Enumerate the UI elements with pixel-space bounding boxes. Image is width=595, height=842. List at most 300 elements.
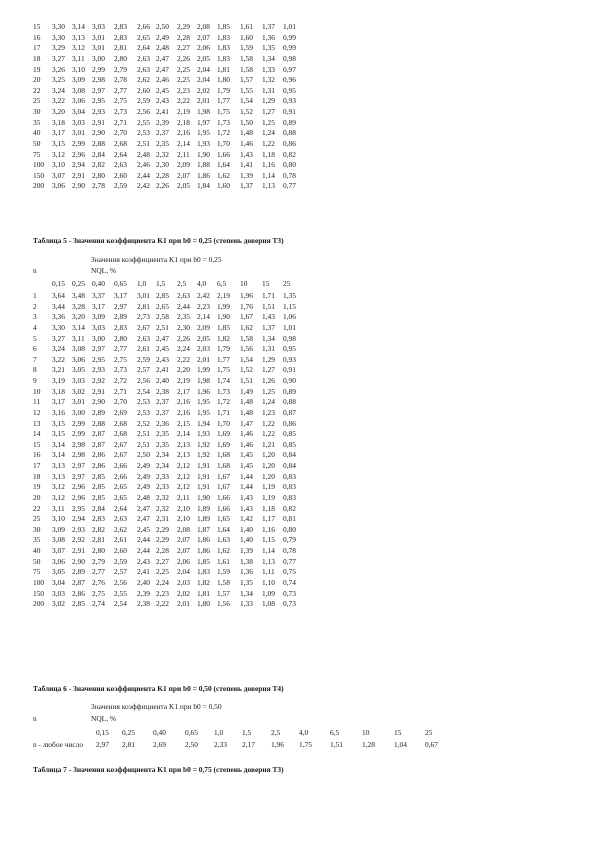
k1-value-cell: 2,04 xyxy=(197,75,210,85)
k1-value-cell: 3,11 xyxy=(52,503,65,513)
k1-value-cell: 2,14 xyxy=(177,138,190,148)
row-n-cell: 50 xyxy=(33,138,41,148)
k1-value-cell: 3,07 xyxy=(52,170,65,180)
k1-value-cell: 1,99 xyxy=(217,301,230,311)
nql-level-header: 6,5 xyxy=(330,728,340,737)
k1-value-cell: 1,89 xyxy=(197,514,210,524)
k1-value-cell: 1,75 xyxy=(217,107,230,117)
k1-value-cell: 1,86 xyxy=(197,170,210,180)
k1-value-cell: 1,82 xyxy=(197,578,210,587)
k1-value-cell: 2,49 xyxy=(137,482,150,492)
k1-value-cell: 1,28 xyxy=(362,740,375,749)
k1-value-cell: 2,60 xyxy=(114,546,127,556)
k1-value-cell: 0,88 xyxy=(283,397,296,407)
k1-value-cell: 1,37 xyxy=(262,22,275,31)
k1-value-cell: 1,44 xyxy=(240,482,253,492)
k1-value-cell: 3,09 xyxy=(92,312,105,322)
k1-value-cell: 2,65 xyxy=(156,301,169,311)
k1-value-cell: 2,65 xyxy=(114,482,127,492)
k1-value-cell: 2,61 xyxy=(114,535,127,545)
row-n-cell: 12 xyxy=(33,407,41,417)
k1-value-cell: 2,97 xyxy=(92,344,105,354)
k1-value-cell: 1,90 xyxy=(217,312,230,322)
k1-value-cell: 2,86 xyxy=(92,461,105,471)
k1-value-cell: 1,20 xyxy=(262,450,275,460)
table-caption: Таблица 6 - Значения коэффициента K1 при b0 = 0,50 (степень доверия Т4) xyxy=(33,684,284,693)
k1-value-cell: 2,08 xyxy=(177,524,190,534)
k1-value-cell: 2,12 xyxy=(177,461,190,471)
k1-value-cell: 2,59 xyxy=(137,96,150,106)
k1-value-cell: 2,85 xyxy=(92,482,105,492)
k1-value-cell: 1,68 xyxy=(217,450,230,460)
k1-value-cell: 2,98 xyxy=(72,450,85,460)
k1-value-cell: 1,46 xyxy=(240,429,253,439)
k1-value-cell: 2,50 xyxy=(185,740,198,749)
k1-value-cell: 0,83 xyxy=(283,492,296,502)
k1-value-cell: 1,86 xyxy=(197,535,210,545)
k1-value-cell: 1,01 xyxy=(283,22,296,31)
k1-value-cell: 2,43 xyxy=(156,96,169,106)
k1-value-cell: 1,77 xyxy=(217,96,230,106)
row-n-cell: 17 xyxy=(33,461,41,471)
k1-value-cell: 1,52 xyxy=(240,365,253,375)
k1-value-cell: 1,90 xyxy=(197,492,210,502)
k1-value-cell: 1,13 xyxy=(262,181,275,191)
k1-value-cell: 2,56 xyxy=(114,578,127,587)
k1-value-cell: 2,82 xyxy=(92,524,105,534)
k1-value-cell: 2,86 xyxy=(92,450,105,460)
k1-value-cell: 1,08 xyxy=(262,599,275,609)
k1-value-cell: 2,80 xyxy=(114,53,127,63)
nql-level-header: 2,5 xyxy=(177,279,187,288)
row-n-cell: 30 xyxy=(33,524,41,534)
k1-value-cell: 2,83 xyxy=(114,22,127,31)
k1-value-cell: 1,70 xyxy=(217,138,230,148)
nql-level-header: 0,65 xyxy=(185,728,198,737)
k1-value-cell: 0,78 xyxy=(283,170,296,180)
k1-value-cell: 1,33 xyxy=(240,599,253,609)
k1-value-cell: 1,31 xyxy=(262,344,275,354)
k1-value-cell: 1,77 xyxy=(217,354,230,364)
k1-value-cell: 3,09 xyxy=(52,524,65,534)
k1-value-cell: 2,73 xyxy=(137,312,150,322)
k1-value-cell: 0,86 xyxy=(283,138,296,148)
k1-value-cell: 3,01 xyxy=(137,291,150,300)
k1-value-cell: 2,47 xyxy=(156,333,169,343)
k1-value-cell: 0,82 xyxy=(283,503,296,513)
k1-value-cell: 2,78 xyxy=(92,181,105,191)
k1-value-cell: 2,70 xyxy=(114,128,127,138)
k1-value-cell: 1,01 xyxy=(283,322,296,332)
k1-value-cell: 3,06 xyxy=(72,354,85,364)
k1-value-cell: 2,91 xyxy=(72,546,85,556)
k1-value-cell: 2,37 xyxy=(156,407,169,417)
k1-value-cell: 2,90 xyxy=(92,128,105,138)
k1-value-cell: 2,66 xyxy=(114,471,127,481)
k1-value-cell: 2,49 xyxy=(156,32,169,42)
nql-level-header: 4,0 xyxy=(299,728,309,737)
k1-value-cell: 1,39 xyxy=(240,170,253,180)
k1-value-cell: 2,53 xyxy=(137,128,150,138)
k1-value-cell: 2,96 xyxy=(72,492,85,502)
k1-value-cell: 2,54 xyxy=(114,599,127,609)
row-n-cell: 25 xyxy=(33,514,41,524)
row-n-cell: 9 xyxy=(33,376,37,386)
k1-value-cell: 1,99 xyxy=(197,365,210,375)
k1-value-cell: 2,05 xyxy=(177,181,190,191)
k1-value-cell: 0,95 xyxy=(283,344,296,354)
k1-value-cell: 3,28 xyxy=(72,301,85,311)
k1-value-cell: 1,43 xyxy=(240,503,253,513)
k1-value-cell: 3,24 xyxy=(52,85,65,95)
k1-value-cell: 3,12 xyxy=(52,149,65,159)
k1-value-cell: 1,58 xyxy=(217,578,230,587)
k1-value-cell: 2,47 xyxy=(137,503,150,513)
k1-value-cell: 3,48 xyxy=(72,291,85,300)
k1-value-cell: 1,75 xyxy=(217,365,230,375)
k1-value-cell: 0,85 xyxy=(283,439,296,449)
k1-value-cell: 1,57 xyxy=(240,75,253,85)
k1-value-cell: 2,65 xyxy=(114,492,127,502)
k1-value-cell: 1,06 xyxy=(283,312,296,322)
k1-value-cell: 3,15 xyxy=(52,138,65,148)
k1-value-cell: 1,18 xyxy=(262,503,275,513)
k1-value-cell: 2,44 xyxy=(177,301,190,311)
row-n-cell: 40 xyxy=(33,546,41,556)
row-n-cell: 100 xyxy=(33,578,45,587)
k1-value-cell: 2,80 xyxy=(92,170,105,180)
k1-value-cell: 1,41 xyxy=(240,160,253,170)
k1-value-cell: 1,59 xyxy=(217,567,230,577)
k1-value-cell: 2,29 xyxy=(156,535,169,545)
k1-value-cell: 2,38 xyxy=(137,599,150,609)
k1-value-cell: 2,19 xyxy=(177,107,190,117)
k1-value-cell: 0,99 xyxy=(283,32,296,42)
k1-value-cell: 1,35 xyxy=(262,43,275,53)
k1-value-cell: 1,16 xyxy=(262,160,275,170)
k1-value-cell: 2,11 xyxy=(177,149,190,159)
k1-value-cell: 2,39 xyxy=(137,588,150,598)
k1-value-cell: 2,57 xyxy=(114,567,127,577)
k1-value-cell: 3,30 xyxy=(52,22,65,31)
row-n-cell: 20 xyxy=(33,492,41,502)
table-subtitle: Значения коэффициента K1 при b0 = 0,50 xyxy=(91,702,222,711)
k1-value-cell: 1,43 xyxy=(262,312,275,322)
nql-level-header: 6,5 xyxy=(217,279,227,288)
k1-value-cell: 1,61 xyxy=(217,556,230,566)
k1-value-cell: 2,06 xyxy=(177,556,190,566)
k1-value-cell: 1,71 xyxy=(262,291,275,300)
k1-value-cell: 2,50 xyxy=(137,450,150,460)
k1-value-cell: 2,87 xyxy=(92,429,105,439)
k1-value-cell: 2,93 xyxy=(92,107,105,117)
k1-value-cell: 1,14 xyxy=(262,170,275,180)
k1-value-cell: 3,10 xyxy=(52,160,65,170)
k1-value-cell: 1,95 xyxy=(197,397,210,407)
k1-value-cell: 2,66 xyxy=(114,461,127,471)
nql-level-header: 15 xyxy=(394,728,402,737)
k1-value-cell: 1,87 xyxy=(197,524,210,534)
k1-value-cell: 1,83 xyxy=(217,43,230,53)
k1-value-cell: 2,50 xyxy=(156,22,169,31)
k1-value-cell: 0,89 xyxy=(283,386,296,396)
k1-value-cell: 3,13 xyxy=(72,32,85,42)
k1-value-cell: 3,03 xyxy=(92,322,105,332)
k1-value-cell: 3,26 xyxy=(52,64,65,74)
k1-value-cell: 2,63 xyxy=(137,53,150,63)
k1-value-cell: 2,28 xyxy=(156,546,169,556)
k1-value-cell: 2,66 xyxy=(137,22,150,31)
k1-value-cell: 2,29 xyxy=(156,524,169,534)
k1-value-cell: 2,26 xyxy=(156,181,169,191)
k1-value-cell: 1,15 xyxy=(283,301,296,311)
k1-value-cell: 1,67 xyxy=(217,482,230,492)
table-caption: Таблица 5 - Значения коэффициента K1 при b0 = 0,25 (степень доверия Т3) xyxy=(33,236,284,245)
k1-value-cell: 2,41 xyxy=(156,365,169,375)
k1-value-cell: 2,27 xyxy=(177,43,190,53)
k1-value-cell: 3,00 xyxy=(72,407,85,417)
k1-value-cell: 1,96 xyxy=(240,291,253,300)
k1-value-cell: 3,01 xyxy=(72,128,85,138)
k1-value-cell: 3,14 xyxy=(52,439,65,449)
k1-value-cell: 1,48 xyxy=(240,397,253,407)
k1-value-cell: 1,82 xyxy=(217,333,230,343)
k1-value-cell: 3,30 xyxy=(52,32,65,42)
row-n-cell: 14 xyxy=(33,429,41,439)
k1-value-cell: 2,37 xyxy=(156,397,169,407)
k1-value-cell: 0,77 xyxy=(283,181,296,191)
k1-value-cell: 2,81 xyxy=(114,43,127,53)
k1-value-cell: 2,97 xyxy=(96,740,109,749)
k1-value-cell: 1,09 xyxy=(262,588,275,598)
k1-value-cell: 2,62 xyxy=(114,524,127,534)
k1-value-cell: 2,20 xyxy=(177,365,190,375)
k1-value-cell: 2,72 xyxy=(114,376,127,386)
k1-value-cell: 2,14 xyxy=(177,429,190,439)
k1-value-cell: 2,19 xyxy=(177,376,190,386)
k1-value-cell: 2,99 xyxy=(72,418,85,428)
row-n-cell: 25 xyxy=(33,96,41,106)
k1-value-cell: 2,67 xyxy=(137,322,150,332)
k1-value-cell: 2,46 xyxy=(156,75,169,85)
k1-value-cell: 2,35 xyxy=(156,429,169,439)
k1-value-cell: 2,59 xyxy=(137,354,150,364)
row-n-cell: 3 xyxy=(33,312,37,322)
k1-value-cell: 1,90 xyxy=(197,149,210,159)
k1-value-cell: 2,63 xyxy=(137,333,150,343)
k1-value-cell: 2,02 xyxy=(197,85,210,95)
k1-value-cell: 2,92 xyxy=(92,376,105,386)
k1-value-cell: 2,60 xyxy=(137,85,150,95)
k1-value-cell: 1,27 xyxy=(262,365,275,375)
k1-value-cell: 2,77 xyxy=(92,567,105,577)
k1-value-cell: 2,23 xyxy=(197,301,210,311)
k1-value-cell: 2,02 xyxy=(177,588,190,598)
k1-value-cell: 2,01 xyxy=(197,354,210,364)
k1-value-cell: 1,24 xyxy=(262,397,275,407)
nql-level-header: 1,0 xyxy=(214,728,224,737)
k1-value-cell: 3,21 xyxy=(52,365,65,375)
nql-level-header: 1,5 xyxy=(156,279,166,288)
k1-value-cell: 2,70 xyxy=(114,397,127,407)
k1-value-cell: 2,23 xyxy=(177,85,190,95)
k1-value-cell: 2,87 xyxy=(92,439,105,449)
k1-value-cell: 1,63 xyxy=(217,535,230,545)
k1-value-cell: 2,03 xyxy=(177,578,190,587)
k1-value-cell: 1,29 xyxy=(262,354,275,364)
k1-value-cell: 2,85 xyxy=(156,291,169,300)
k1-value-cell: 1,54 xyxy=(240,96,253,106)
k1-value-cell: 0,98 xyxy=(283,53,296,63)
k1-value-cell: 2,36 xyxy=(156,418,169,428)
k1-value-cell: 2,25 xyxy=(177,64,190,74)
row-n-cell: 150 xyxy=(33,588,45,598)
k1-value-cell: 2,05 xyxy=(197,53,210,63)
k1-value-cell: 3,18 xyxy=(52,117,65,127)
k1-value-cell: 1,72 xyxy=(217,128,230,138)
k1-value-cell: 2,77 xyxy=(114,344,127,354)
k1-value-cell: 2,90 xyxy=(72,556,85,566)
k1-value-cell: 1,84 xyxy=(197,181,210,191)
k1-value-cell: 2,42 xyxy=(137,181,150,191)
k1-value-cell: 1,93 xyxy=(197,138,210,148)
k1-value-cell: 3,06 xyxy=(52,556,65,566)
k1-value-cell: 1,43 xyxy=(240,149,253,159)
nql-level-header: 25 xyxy=(425,728,433,737)
k1-value-cell: 1,91 xyxy=(197,471,210,481)
k1-value-cell: 0,81 xyxy=(283,514,296,524)
row-n-cell: 13 xyxy=(33,418,41,428)
row-n-cell: 75 xyxy=(33,149,41,159)
row-n-cell: 35 xyxy=(33,535,41,545)
k1-value-cell: 1,73 xyxy=(217,117,230,127)
table-caption: Таблица 7 - Значения коэффициента K1 при b0 = 0,75 (степень доверия Т3) xyxy=(33,765,284,774)
k1-value-cell: 1,57 xyxy=(217,588,230,598)
k1-value-cell: 2,56 xyxy=(137,376,150,386)
k1-value-cell: 1,22 xyxy=(262,418,275,428)
k1-value-cell: 1,16 xyxy=(262,524,275,534)
k1-value-cell: 1,46 xyxy=(240,439,253,449)
k1-value-cell: 2,63 xyxy=(137,64,150,74)
k1-value-cell: 0,88 xyxy=(283,128,296,138)
k1-value-cell: 2,86 xyxy=(72,588,85,598)
k1-value-cell: 2,83 xyxy=(114,32,127,42)
k1-value-cell: 2,18 xyxy=(177,117,190,127)
k1-value-cell: 2,49 xyxy=(137,471,150,481)
k1-value-cell: 2,27 xyxy=(156,556,169,566)
row-n-cell: 5 xyxy=(33,333,37,343)
k1-value-cell: 2,34 xyxy=(156,450,169,460)
k1-value-cell: 2,83 xyxy=(92,514,105,524)
k1-value-cell: 3,04 xyxy=(52,578,65,587)
k1-value-cell: 2,13 xyxy=(177,439,190,449)
k1-value-cell: 2,74 xyxy=(92,599,105,609)
k1-value-cell: 1,54 xyxy=(240,354,253,364)
k1-value-cell: 1,35 xyxy=(240,578,253,587)
k1-value-cell: 2,97 xyxy=(72,461,85,471)
k1-value-cell: 3,22 xyxy=(52,354,65,364)
k1-value-cell: 1,74 xyxy=(217,376,230,386)
k1-value-cell: 2,99 xyxy=(72,429,85,439)
k1-value-cell: 2,80 xyxy=(114,333,127,343)
k1-value-cell: 0,75 xyxy=(283,567,296,577)
k1-value-cell: 1,46 xyxy=(240,138,253,148)
k1-value-cell: 2,07 xyxy=(197,32,210,42)
row-n-cell: 18 xyxy=(33,53,41,63)
row-n-cell: 8 xyxy=(33,365,37,375)
k1-value-cell: 1,31 xyxy=(262,85,275,95)
k1-value-cell: 2,24 xyxy=(156,578,169,587)
k1-value-cell: 2,94 xyxy=(72,514,85,524)
column-header-n: n xyxy=(33,714,37,723)
nql-level-header: 0,25 xyxy=(122,728,135,737)
nql-level-header: 10 xyxy=(240,279,248,288)
k1-value-cell: 3,15 xyxy=(52,418,65,428)
nql-level-header: 0,15 xyxy=(52,279,65,288)
k1-value-cell: 2,35 xyxy=(156,138,169,148)
nql-level-header: 25 xyxy=(283,279,291,288)
k1-value-cell: 1,71 xyxy=(217,407,230,417)
k1-value-cell: 1,95 xyxy=(197,407,210,417)
k1-value-cell: 1,37 xyxy=(262,322,275,332)
k1-value-cell: 2,15 xyxy=(177,418,190,428)
k1-value-cell: 2,82 xyxy=(92,160,105,170)
k1-value-cell: 2,75 xyxy=(114,354,127,364)
k1-value-cell: 2,32 xyxy=(156,492,169,502)
nql-level-header: 10 xyxy=(362,728,370,737)
k1-value-cell: 1,38 xyxy=(240,556,253,566)
k1-value-cell: 2,71 xyxy=(114,386,127,396)
k1-value-cell: 1,83 xyxy=(217,32,230,42)
k1-value-cell: 2,19 xyxy=(217,291,230,300)
k1-value-cell: 1,73 xyxy=(217,386,230,396)
k1-value-cell: 3,01 xyxy=(92,32,105,42)
k1-value-cell: 3,19 xyxy=(52,376,65,386)
k1-value-cell: 0,93 xyxy=(283,96,296,106)
k1-value-cell: 0,93 xyxy=(283,354,296,364)
k1-value-cell: 2,07 xyxy=(177,546,190,556)
k1-value-cell: 0,77 xyxy=(283,556,296,566)
k1-value-cell: 1,17 xyxy=(262,514,275,524)
k1-value-cell: 2,90 xyxy=(92,397,105,407)
k1-value-cell: 2,95 xyxy=(92,96,105,106)
k1-value-cell: 3,30 xyxy=(52,322,65,332)
k1-value-cell: 1,94 xyxy=(197,418,210,428)
row-n-cell: 6 xyxy=(33,344,37,354)
k1-value-cell: 2,49 xyxy=(137,461,150,471)
k1-value-cell: 3,29 xyxy=(52,43,65,53)
k1-value-cell: 3,08 xyxy=(52,535,65,545)
k1-value-cell: 2,47 xyxy=(137,514,150,524)
row-n-cell: 18 xyxy=(33,471,41,481)
k1-value-cell: 1,35 xyxy=(283,291,296,300)
k1-value-cell: 0,78 xyxy=(283,546,296,556)
k1-value-cell: 2,40 xyxy=(137,578,150,587)
k1-value-cell: 2,79 xyxy=(92,556,105,566)
k1-value-cell: 0,73 xyxy=(283,588,296,598)
k1-value-cell: 1,18 xyxy=(262,149,275,159)
k1-value-cell: 3,08 xyxy=(72,85,85,95)
row-n-cell: 22 xyxy=(33,503,41,513)
k1-value-cell: 3,14 xyxy=(72,322,85,332)
k1-value-cell: 1,44 xyxy=(240,471,253,481)
k1-value-cell: 0,85 xyxy=(283,429,296,439)
k1-value-cell: 1,36 xyxy=(262,32,275,42)
k1-value-cell: 0,97 xyxy=(283,64,296,74)
k1-value-cell: 0,83 xyxy=(283,471,296,481)
k1-value-cell: 2,98 xyxy=(92,75,105,85)
k1-value-cell: 2,69 xyxy=(114,407,127,417)
